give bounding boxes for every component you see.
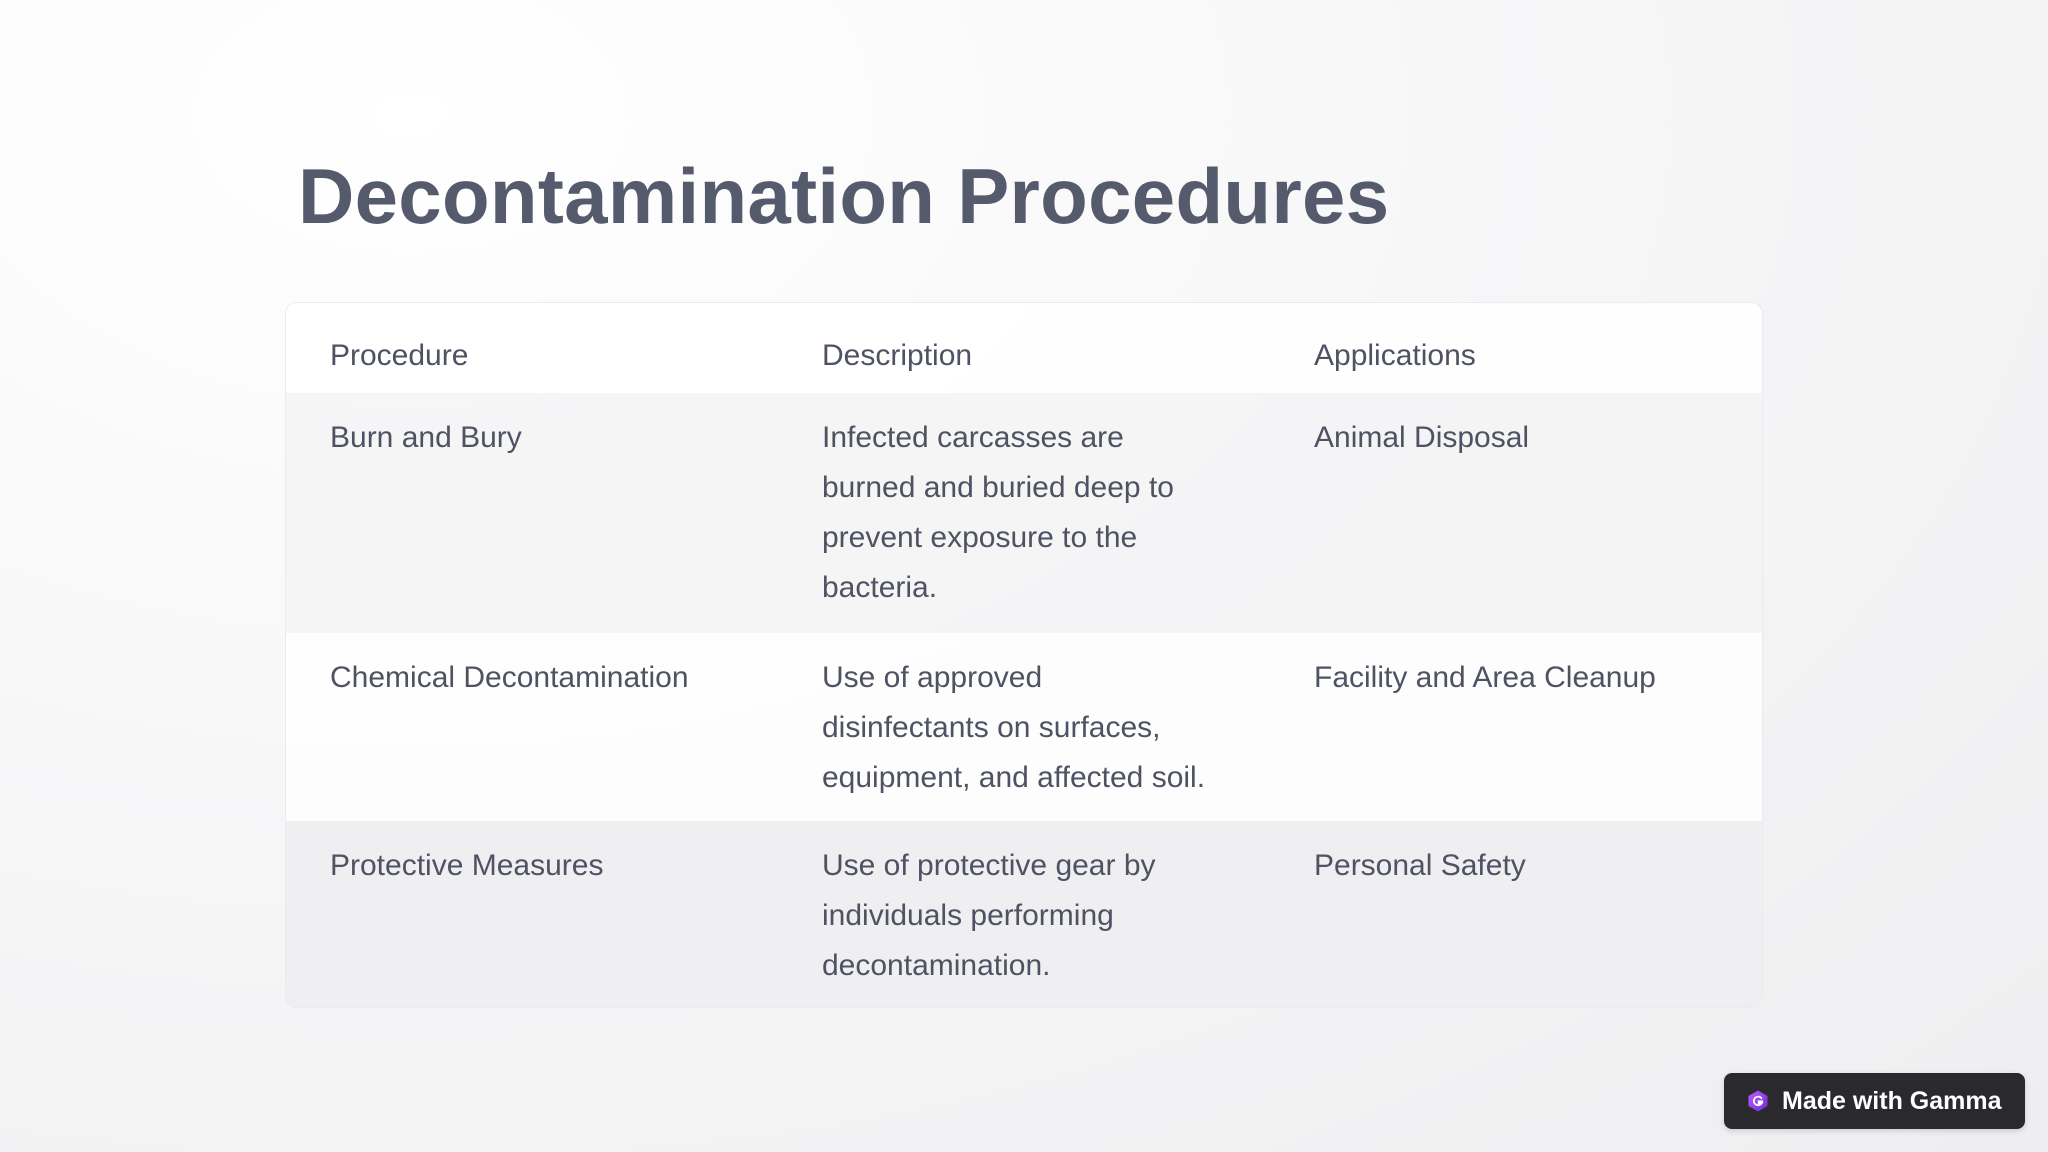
gamma-logo-icon bbox=[1746, 1089, 1770, 1113]
badge-label: Made with Gamma bbox=[1782, 1087, 2002, 1115]
column-header-applications: Applications bbox=[1270, 303, 1762, 393]
procedure-cell: Chemical Decontamination bbox=[286, 633, 778, 821]
description-cell: Infected carcasses are burned and buried deep to prevent exposure to the bacteria. bbox=[778, 393, 1270, 633]
procedure-cell: Protective Measures bbox=[286, 821, 778, 1008]
description-cell: Use of protective gear by individuals performing decontamination. bbox=[778, 821, 1270, 1008]
slide-title: Decontamination Procedures bbox=[298, 152, 1390, 240]
procedures-table bbox=[286, 303, 1762, 1008]
column-header-procedure: Procedure bbox=[286, 303, 778, 393]
table-row bbox=[286, 393, 1762, 633]
description-cell: Use of approved disinfectants on surfaces, equipment, and affected soil. bbox=[778, 633, 1270, 821]
made-with-gamma-badge[interactable] bbox=[1724, 1073, 2025, 1129]
application-cell: Animal Disposal bbox=[1270, 393, 1762, 633]
table-row bbox=[286, 821, 1762, 1008]
column-header-description: Description bbox=[778, 303, 1270, 393]
application-cell: Facility and Area Cleanup bbox=[1270, 633, 1762, 821]
procedures-table-card bbox=[285, 302, 1763, 1008]
procedure-cell: Burn and Bury bbox=[286, 393, 778, 633]
table-header-row bbox=[286, 303, 1762, 393]
application-cell: Personal Safety bbox=[1270, 821, 1762, 1008]
table-row bbox=[286, 633, 1762, 821]
